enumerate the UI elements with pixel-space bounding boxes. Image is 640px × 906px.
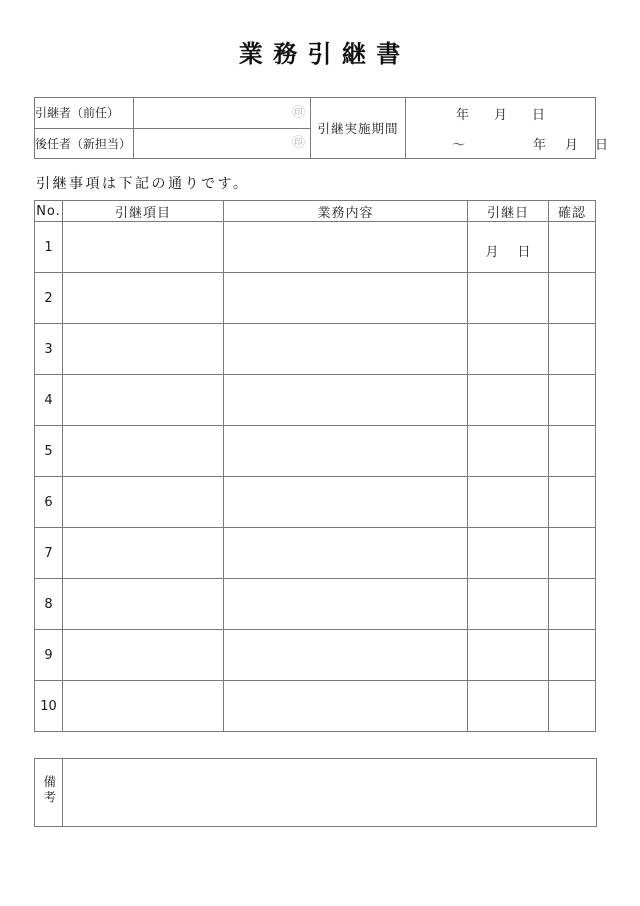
date-cell (468, 630, 549, 681)
content-cell (224, 222, 468, 273)
remarks-content-cell (63, 759, 597, 827)
period-end-date (406, 128, 609, 158)
item-cell (63, 273, 224, 324)
page-title: 業 務 引 継 書 (238, 40, 402, 68)
item-cell (63, 681, 224, 732)
inkan-seal-icon: ㊞ (291, 135, 305, 151)
col-header-check: 確認 (549, 201, 596, 222)
row-number: 1 (35, 222, 63, 273)
table-row (35, 528, 596, 579)
check-cell (549, 426, 596, 477)
date-cell (468, 222, 549, 273)
table-row (35, 273, 596, 324)
date-cell (468, 477, 549, 528)
table-row (35, 324, 596, 375)
successor-name-value (134, 138, 140, 152)
row-number: 8 (35, 579, 63, 630)
content-cell (224, 273, 468, 324)
item-cell (63, 324, 224, 375)
successor-name-field (134, 128, 311, 159)
col-header-no: No. (35, 201, 63, 222)
row-number: 7 (35, 528, 63, 579)
year-label: 年 (455, 107, 469, 123)
check-cell (549, 528, 596, 579)
row-number: 10 (35, 681, 63, 732)
col-header-content: 業務内容 (224, 201, 468, 222)
content-cell (224, 477, 468, 528)
year-label: 年 (533, 137, 547, 153)
table-row (35, 426, 596, 477)
row-number: 5 (35, 426, 63, 477)
predecessor-row (35, 98, 596, 129)
item-cell (63, 528, 224, 579)
day-label: 日 (595, 137, 609, 153)
handover-table (34, 200, 596, 732)
check-cell (549, 630, 596, 681)
period-label: 引継実施期間 (311, 98, 406, 159)
table-row (35, 477, 596, 528)
content-cell (224, 630, 468, 681)
handover-header-row (35, 201, 596, 222)
content-cell (224, 426, 468, 477)
date-cell (468, 681, 549, 732)
content-cell (224, 324, 468, 375)
predecessor-name-field (134, 98, 311, 129)
month-label: 月 (493, 107, 507, 123)
content-cell (224, 528, 468, 579)
predecessor-label: 引継者（前任） (35, 98, 134, 129)
check-cell (549, 477, 596, 528)
remarks-row (35, 759, 597, 827)
remarks-box (34, 758, 597, 827)
date-cell (468, 273, 549, 324)
check-cell (549, 579, 596, 630)
row-number: 4 (35, 375, 63, 426)
row-number: 9 (35, 630, 63, 681)
item-cell (63, 477, 224, 528)
content-cell (224, 375, 468, 426)
check-cell (549, 222, 596, 273)
day-label: 日 (517, 245, 531, 260)
day-label: 日 (532, 107, 546, 123)
table-row (35, 222, 596, 273)
remarks-label: 備考 (41, 775, 57, 806)
table-row (35, 630, 596, 681)
month-label: 月 (565, 137, 579, 153)
tilde-separator: ～ (452, 137, 466, 153)
item-cell (63, 630, 224, 681)
check-cell (549, 375, 596, 426)
row-number: 2 (35, 273, 63, 324)
date-cell (468, 324, 549, 375)
date-cell (468, 375, 549, 426)
date-cell (468, 426, 549, 477)
parties-period-table (34, 97, 609, 159)
remarks-label-cell (35, 759, 63, 827)
table-row (35, 375, 596, 426)
period-dates-field (406, 98, 609, 159)
item-cell (63, 222, 224, 273)
inkan-seal-icon: ㊞ (291, 105, 305, 121)
row-number: 6 (35, 477, 63, 528)
item-cell (63, 375, 224, 426)
predecessor-name-value (134, 107, 140, 121)
table-row (35, 681, 596, 732)
item-cell (63, 579, 224, 630)
row-number: 3 (35, 324, 63, 375)
col-header-item: 引継項目 (63, 201, 224, 222)
check-cell (549, 273, 596, 324)
content-cell (224, 579, 468, 630)
check-cell (549, 324, 596, 375)
date-cell (468, 528, 549, 579)
item-cell (63, 426, 224, 477)
table-row (35, 579, 596, 630)
intro-text: 引継事項は下記の通りです。 (36, 176, 250, 192)
content-cell (224, 681, 468, 732)
month-label: 月 (485, 245, 499, 260)
successor-label: 後任者（新担当） (35, 128, 134, 159)
col-header-date: 引継日 (468, 201, 549, 222)
check-cell (549, 681, 596, 732)
date-cell (468, 579, 549, 630)
period-start-date (406, 98, 595, 128)
